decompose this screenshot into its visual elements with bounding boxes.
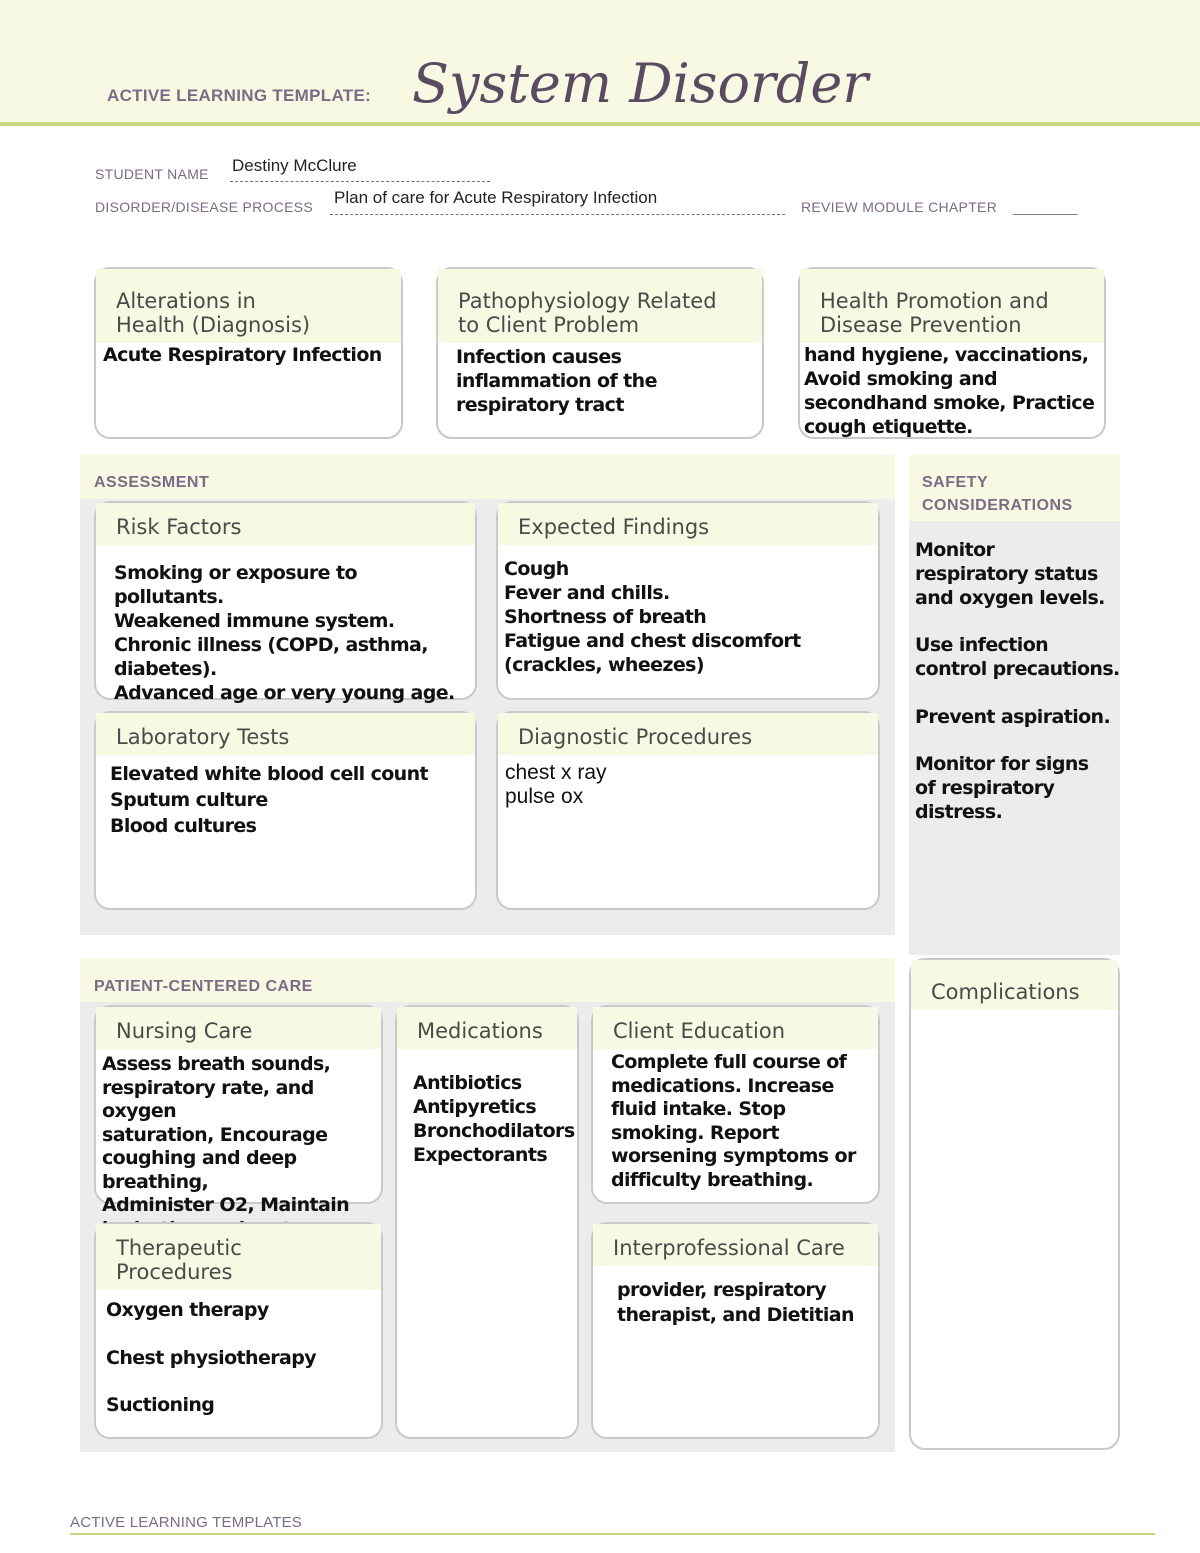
health-promotion-title: Health Promotion and Disease Prevention xyxy=(800,269,1104,343)
risk-factors-box xyxy=(94,501,477,704)
interprofessional-care-body[interactable]: provider, respiratory therapist, and Dietitian xyxy=(617,1279,854,1326)
nursing-care-box xyxy=(94,1005,383,1216)
therapeutic-procedures-box xyxy=(94,1222,383,1439)
student-name-label: STUDENT NAME xyxy=(95,166,209,182)
laboratory-tests-title: Laboratory Tests xyxy=(96,713,475,755)
review-module-label: REVIEW MODULE CHAPTER xyxy=(801,199,998,215)
safety-item[interactable]: Use infection control precautions. xyxy=(915,634,1120,680)
pathophysiology-body[interactable]: Infection causes inflammation of the respiratory tract xyxy=(456,346,657,416)
interprofessional-care-title: Interprofessional Care xyxy=(593,1224,878,1266)
alterations-box xyxy=(94,267,403,439)
pathophysiology-title: Pathophysiology Related to Client Problem xyxy=(438,269,762,343)
health-promotion-box xyxy=(798,267,1106,439)
safety-item[interactable]: Monitor for signs of respiratory distress. xyxy=(915,753,1089,823)
therapeutic-procedure-item[interactable]: Chest physiotherapy xyxy=(106,1347,317,1369)
client-education-title: Client Education xyxy=(593,1007,878,1049)
risk-factors-title: Risk Factors xyxy=(96,503,475,545)
laboratory-tests-body[interactable]: Elevated white blood cell count Sputum culture Blood cultures xyxy=(110,763,429,837)
alterations-body[interactable]: Acute Respiratory Infection xyxy=(103,344,382,366)
review-module-field[interactable]: ________ xyxy=(1013,199,1078,215)
nursing-care-body[interactable]: Assess breath sounds, respiratory rate, and oxygen saturation, Encourage coughing and deep breathing, Administer O2, Maintain xyxy=(102,1053,350,1216)
therapeutic-procedures-title: Therapeutic Procedures xyxy=(96,1224,381,1290)
diagnostic-procedures-box xyxy=(496,711,880,910)
header-rule xyxy=(0,122,1200,126)
footer-label: ACTIVE LEARNING TEMPLATES xyxy=(70,1514,302,1531)
laboratory-tests-box xyxy=(94,711,477,910)
complications-title: Complications xyxy=(911,960,1118,1010)
complications-box xyxy=(909,958,1120,1450)
risk-factors-body[interactable]: Smoking or exposure to pollutants. Weakened immune system. Chronic illness (COPD, asthma, diabetes). Advanced age or very young age. xyxy=(114,562,455,704)
safety-item[interactable]: Monitor respiratory status and oxygen levels. xyxy=(915,539,1105,609)
expected-findings-title: Expected Findings xyxy=(498,503,878,545)
template-label: ACTIVE LEARNING TEMPLATE: xyxy=(107,86,372,105)
disorder-label: DISORDER/DISEASE PROCESS xyxy=(95,199,314,215)
page-title: System Disorder xyxy=(412,52,869,115)
disorder-field[interactable]: Plan of care for Acute Respiratory Infection xyxy=(334,188,658,207)
diagnostic-procedures-body[interactable]: chest x ray pulse ox xyxy=(505,761,607,808)
footer-rule xyxy=(70,1533,1155,1535)
student-name-field[interactable]: Destiny McClure xyxy=(232,156,357,175)
alterations-title: Alterations in Health (Diagnosis) xyxy=(96,269,401,343)
safety-item[interactable]: Prevent aspiration. xyxy=(915,706,1111,728)
diagnostic-procedures-title: Diagnostic Procedures xyxy=(498,713,878,755)
nursing-care-title: Nursing Care xyxy=(96,1007,381,1049)
patient-centered-care-label: PATIENT-CENTERED CARE xyxy=(94,978,313,995)
medications-body[interactable]: Antibiotics Antipyretics Bronchodilators Expectorants xyxy=(413,1072,575,1166)
pathophysiology-box xyxy=(436,267,764,439)
therapeutic-procedure-item[interactable]: Oxygen therapy xyxy=(106,1299,269,1321)
health-promotion-body[interactable]: hand hygiene, vaccinations, Avoid smoking and secondhand smoke, Practice cough etiquette. xyxy=(804,344,1095,438)
expected-findings-box xyxy=(496,501,880,700)
medications-box xyxy=(395,1005,579,1439)
interprofessional-care-box xyxy=(591,1222,880,1439)
therapeutic-procedure-item[interactable]: Suctioning xyxy=(106,1394,215,1416)
medications-title: Medications xyxy=(397,1007,577,1049)
safety-label: SAFETY CONSIDERATIONS xyxy=(922,474,1073,514)
assessment-label: ASSESSMENT xyxy=(94,474,210,491)
client-education-body[interactable]: Complete full course of medications. Increase fluid intake. Stop smoking. Report worsening symptoms or difficulty breathing. xyxy=(611,1051,856,1191)
expected-findings-body[interactable]: Cough Fever and chills. Shortness of breath Fatigue and chest discomfort (crackles, wheezes) xyxy=(504,558,801,676)
client-education-box xyxy=(591,1005,880,1204)
